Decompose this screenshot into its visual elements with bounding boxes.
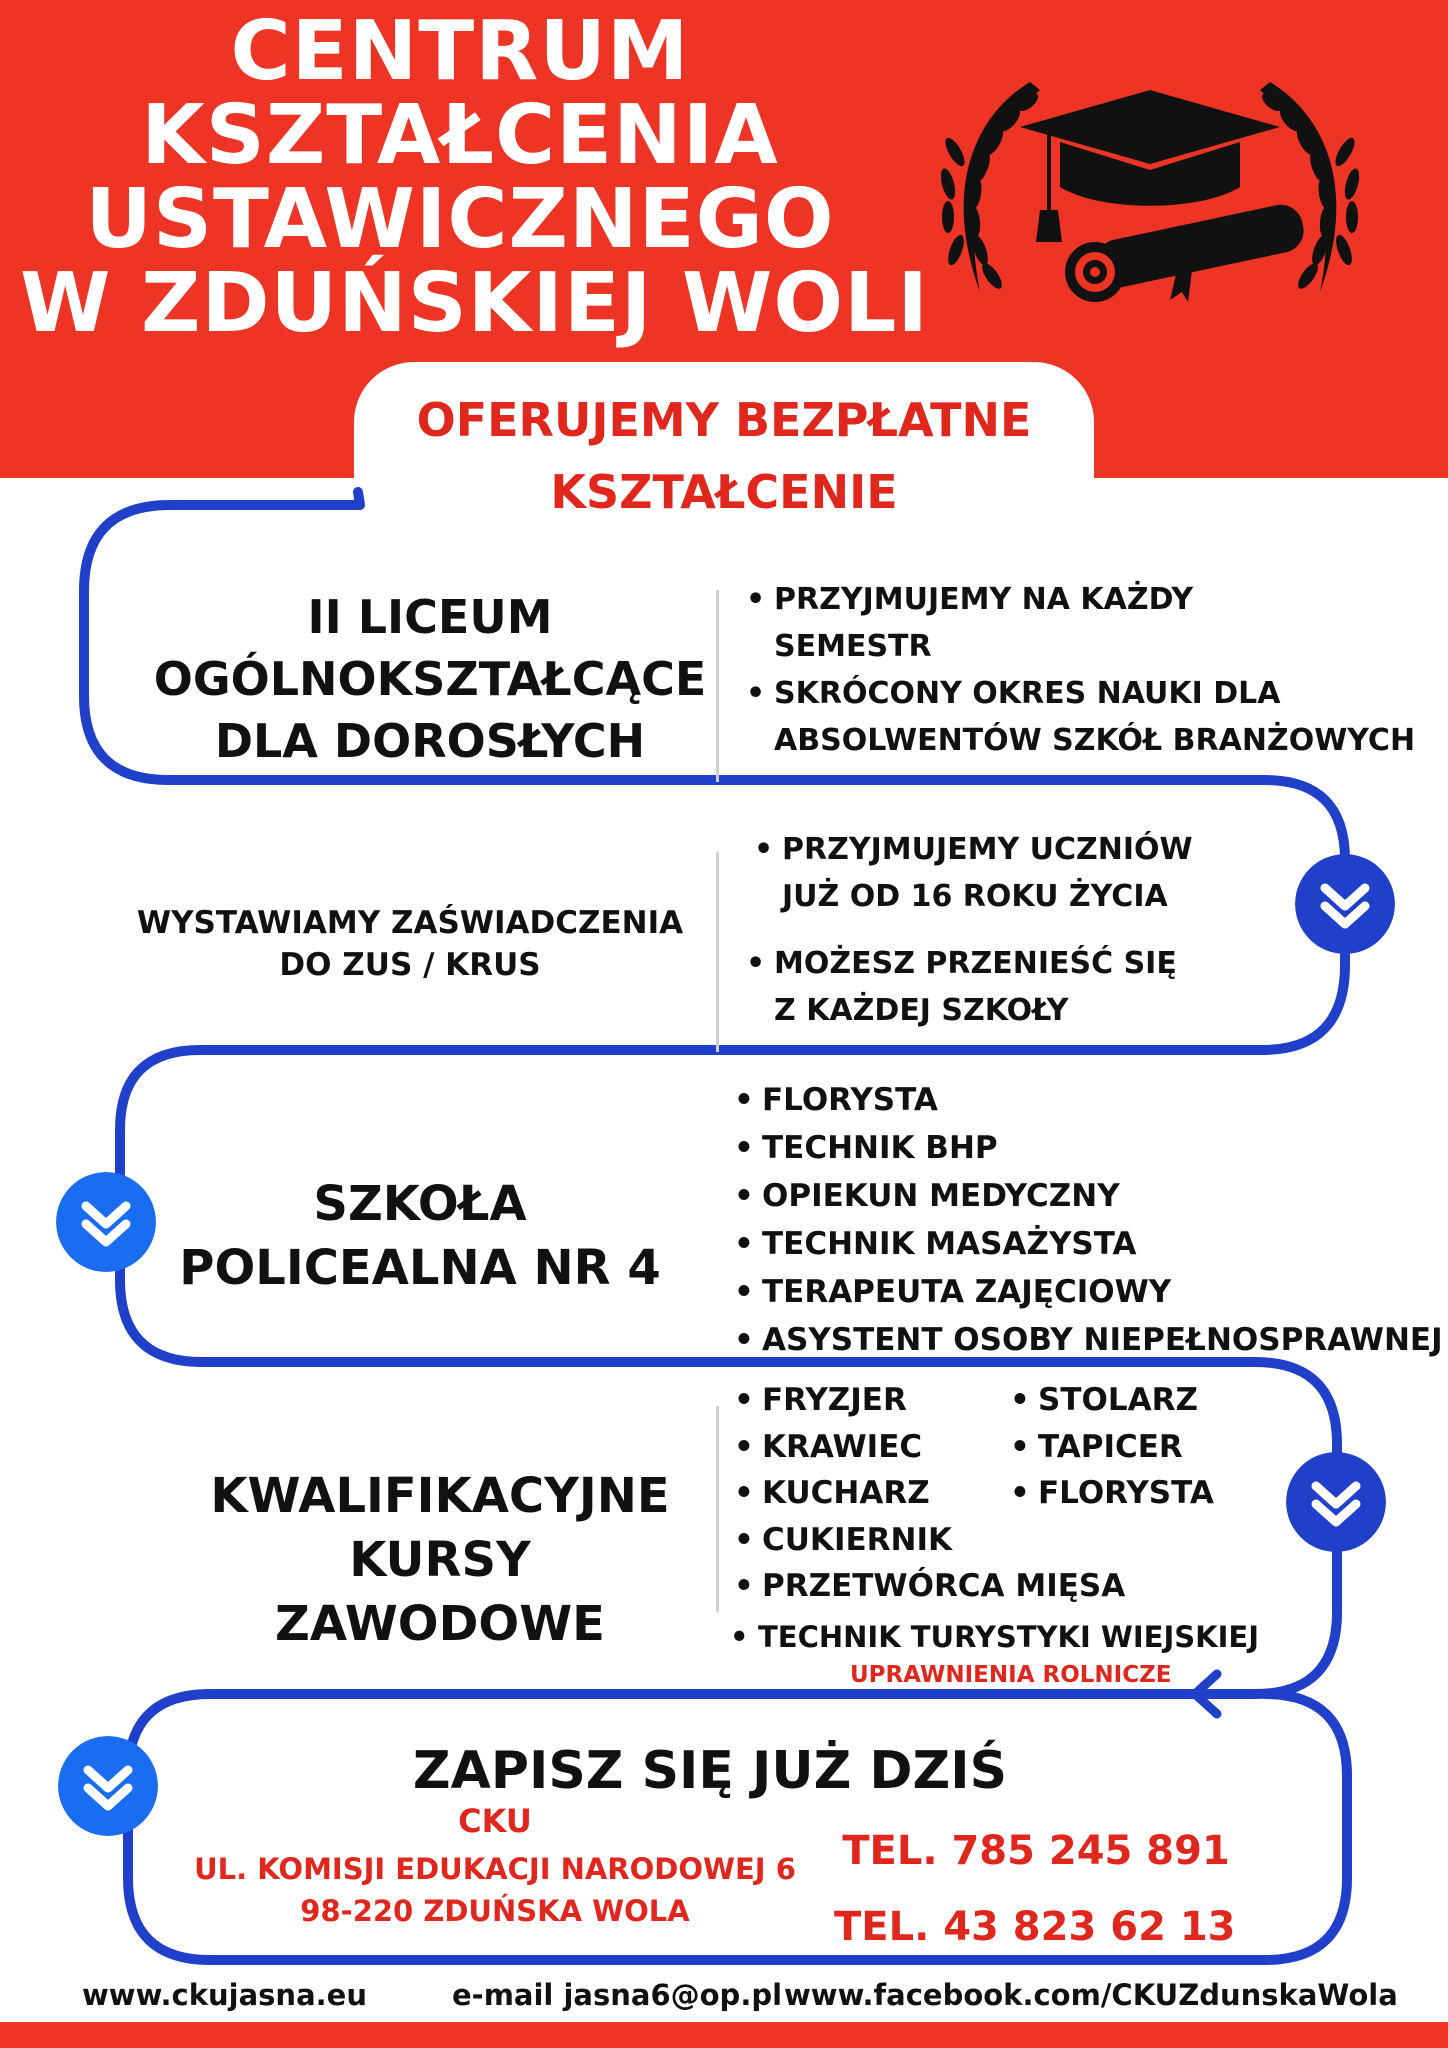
title-line: KSZTAŁCENIA — [141, 88, 779, 183]
liceum-title-line: DLA DOROSŁYCH — [214, 714, 646, 768]
list-item: • SKRÓCONY OKRES NAUKI DLA ABSOLWENTÓW SZKÓŁ BRANŻOWYCH — [744, 670, 1415, 764]
divider — [716, 852, 719, 1052]
liceum-title-line: II LICEUM — [307, 590, 553, 644]
chevron-down-icon — [1295, 854, 1395, 954]
kursy-title-line: KURSY — [349, 1532, 531, 1588]
zus-text — [110, 902, 710, 986]
list-item: • TERAPEUTA ZAJĘCIOWY — [732, 1268, 1443, 1316]
kursy-bullets-col2 — [1008, 1377, 1214, 1517]
list-item: • TAPICER — [1008, 1424, 1214, 1471]
list-item: • PRZYJMUJEMY UCZNIÓW JUŻ OD 16 ROKU ŻYCIA — [752, 826, 1193, 920]
list-item: • FLORYSTA — [732, 1076, 1443, 1124]
liceum-bullets — [744, 576, 1415, 764]
zus-text-line: DO ZUS / KRUS — [279, 947, 541, 983]
list-item: • CUKIERNIK — [732, 1517, 1125, 1564]
list-item: • FRYZJER — [732, 1377, 1125, 1424]
kursy-title-line: KWALIFIKACYJNE — [210, 1468, 670, 1524]
list-item: • MOŻESZ PRZENIEŚĆ SIĘ Z KAŻDEJ SZKOŁY — [744, 940, 1177, 1034]
list-item: • TECHNIK BHP — [732, 1124, 1443, 1172]
list-item: • TECHNIK MASAŻYSTA — [732, 1220, 1443, 1268]
email-link[interactable]: e-mail jasna6@op.pl — [452, 1978, 783, 2012]
divider — [716, 1406, 719, 1612]
kursy-title — [150, 1464, 730, 1656]
liceum-title-line: OGÓLNOKSZTAŁCĄCE — [153, 652, 707, 706]
list-item: • KRAWIEC — [732, 1424, 1125, 1471]
chevron-down-icon — [1286, 1452, 1386, 1552]
kursy-title-line: ZAWODOWE — [275, 1596, 605, 1652]
bottom-bar — [0, 2022, 1448, 2048]
facebook-link[interactable]: www.facebook.com/CKUZdunskaWola — [784, 1978, 1398, 2012]
list-item: • TECHNIK TURYSTYKI WIEJSKIEJ — [728, 1614, 1259, 1660]
policealna-title — [140, 1172, 700, 1300]
signup-heading: ZAPISZ SIĘ JUŻ DZIŚ — [412, 1741, 1008, 1801]
list-item: • PRZYJMUJEMY NA KAŻDY SEMESTR — [744, 576, 1415, 670]
liceum-title — [120, 586, 740, 772]
policealna-bullets — [732, 1076, 1443, 1364]
address-line: UL. KOMISJI EDUKACJI NARODOWEJ 6 — [194, 1852, 796, 1886]
phone-number: TEL. 43 823 62 13 — [834, 1904, 1236, 1950]
list-item: • ASYSTENT OSOBY NIEPEŁNOSPRAWNEJ — [732, 1316, 1443, 1364]
phone-number: TEL. 785 245 891 — [842, 1828, 1230, 1874]
chevron-down-icon — [58, 1736, 158, 1836]
list-item: • PRZETWÓRCA MIĘSA — [732, 1563, 1125, 1610]
kursy-bullet-wide — [728, 1614, 1259, 1660]
list-item: • OPIEKUN MEDYCZNY — [732, 1172, 1443, 1220]
policealna-title-line: POLICEALNA NR 4 — [179, 1240, 661, 1296]
list-item: • FLORYSTA — [1008, 1470, 1214, 1517]
title-line: W ZDUŃSKIEJ WOLI — [20, 256, 929, 351]
list-item: • STOLARZ — [1008, 1377, 1214, 1424]
kursy-note: UPRAWNIENIA ROLNICZE — [850, 1662, 1172, 1688]
org-name: CKU — [458, 1802, 532, 1840]
title-line: CENTRUM — [230, 4, 690, 99]
offer-line: KSZTAŁCENIE — [550, 465, 898, 519]
zus-bullets — [752, 826, 1193, 920]
divider — [716, 590, 719, 782]
offer-line: OFERUJEMY BEZPŁATNE — [416, 393, 1032, 447]
title-line: USTAWICZNEGO — [85, 172, 835, 267]
address-line: 98-220 ZDUŃSKA WOLA — [300, 1894, 690, 1928]
zus-bullets — [744, 940, 1177, 1034]
list-item: • KUCHARZ — [732, 1470, 1125, 1517]
website-link[interactable]: www.ckujasna.eu — [82, 1978, 367, 2012]
policealna-title-line: SZKOŁA — [313, 1176, 527, 1232]
zus-text-line: WYSTAWIAMY ZAŚWIADCZENIA — [136, 905, 684, 941]
